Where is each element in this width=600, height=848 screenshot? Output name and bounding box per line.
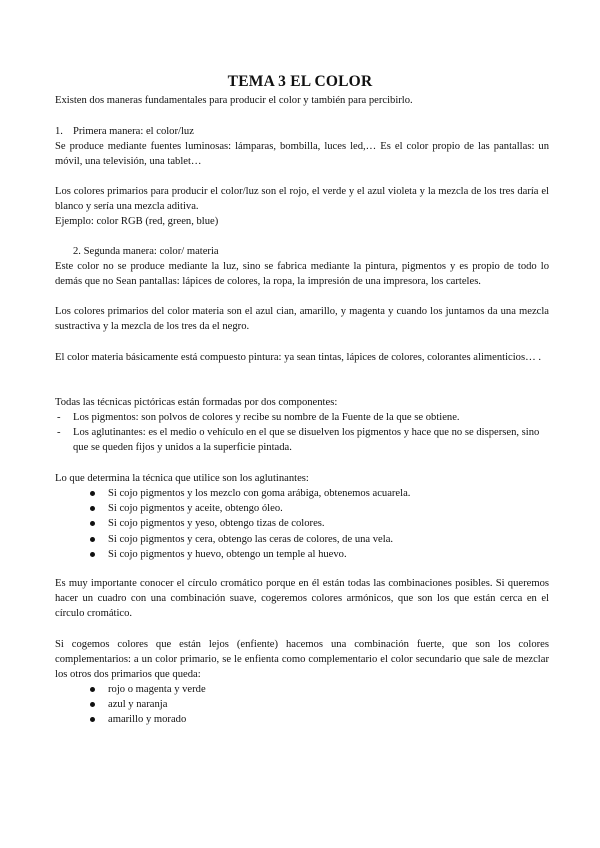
section2-paragraph-1: Este color no se produce mediante la luz, sino se fabrica mediante la pintura, pigmentos y es propio de todo lo demás que no Sean pantallas: lápices de colores, la ropa, la impresión de una impresora, los carteles. xyxy=(55,261,549,288)
bullet-icon xyxy=(90,506,95,511)
dash-marker: - xyxy=(57,427,61,438)
section1-heading: Primera manera: el color/luz xyxy=(73,126,194,137)
complementary-list xyxy=(88,682,528,728)
section1-paragraph-1: Se produce mediante fuentes luminosas: lámparas, bombilla, luces led,… Es el color propio de las pantallas: un móvil, una televisión, una tablet… xyxy=(55,141,549,168)
list-item xyxy=(88,697,528,712)
component-item-text: Los pigmentos: son polvos de colores y recibe su nombre de la Fuente de la que se obtiene. xyxy=(73,412,460,423)
dash-marker: - xyxy=(57,412,61,423)
technique-intro: Lo que determina la técnica que utilice son los aglutinantes: xyxy=(55,473,309,484)
list-item xyxy=(88,547,528,562)
technique-list xyxy=(88,486,528,562)
section2-paragraph-2: Los colores primarios del color materia son el azul cian, amarillo, y magenta y cuando los juntamos da una mezcla sustractiva y la mezcla de los tres da el negro. xyxy=(55,306,549,333)
section2-paragraph-3: El color materia básicamente está compuesto pintura: ya sean tintas, lápices de colores, colorantes alimenticios… . xyxy=(55,352,541,363)
list-item xyxy=(88,682,528,697)
list-item-text: rojo o magenta y verde xyxy=(108,684,206,695)
component-item-text: Los aglutinantes: es el medio o vehículo en el que se disuelven los pigmentos y hace que no se dispersen, sino que se queden fijos y unidos a la superficie pintada. xyxy=(73,427,540,454)
bullet-icon xyxy=(90,702,95,707)
bullet-icon xyxy=(90,521,95,526)
list-item-text: Si cojo pigmentos y cera, obtengo las ceras de colores, de una vela. xyxy=(108,533,394,545)
bullet-icon xyxy=(90,687,95,692)
list-item-text: Si cojo pigmentos y los mezclo con goma arábiga, obtenemos acuarela. xyxy=(108,488,411,499)
list-item xyxy=(88,486,528,501)
bullet-icon xyxy=(90,552,95,557)
section1-paragraph-2: Los colores primarios para producir el color/luz son el rojo, el verde y el azul violeta y la mezcla de los tres daría el blanco y sería una mezcla aditiva. xyxy=(55,186,549,213)
intro-paragraph: Existen dos maneras fundamentales para producir el color y también para percibirlo. xyxy=(55,95,413,106)
list-item xyxy=(88,501,528,516)
section1-paragraph-3: Ejemplo: color RGB (red, green, blue) xyxy=(55,216,219,227)
list-item xyxy=(88,532,528,547)
list-item-text: Si cojo pigmentos y huevo, obtengo un temple al huevo. xyxy=(108,548,347,560)
list-item xyxy=(88,516,528,531)
color-circle-paragraph: Es muy importante conocer el círculo cromático porque en él están todas las combinaciones posibles. Si queremos hacer un cuadro con una combinación suave, cogeremos colores armónicos, que son los que están cerca en el círculo cromático. xyxy=(55,578,549,620)
bullet-icon xyxy=(90,717,95,722)
section1-number: 1. xyxy=(55,126,63,137)
page-title: TEMA 3 EL COLOR xyxy=(227,73,373,90)
list-item-text: Si cojo pigmentos y aceite, obtengo óleo. xyxy=(108,503,283,515)
bullet-icon xyxy=(90,537,95,542)
list-item xyxy=(88,712,528,727)
list-item-text: Si cojo pigmentos y yeso, obtengo tizas de colores. xyxy=(108,518,325,530)
section2-heading: 2. Segunda manera: color/ materia xyxy=(73,246,219,257)
complementary-intro: Si cogemos colores que están lejos (enfiente) hacemos una combinación fuerte, que son los colores complementarios: a un color primario, se le enfienta como complementario el color secundario que sale de mezclar los otros dos primarios que queda: xyxy=(55,639,549,681)
bullet-icon xyxy=(90,491,95,496)
components-intro: Todas las técnicas pictóricas están formadas por dos componentes: xyxy=(55,397,338,408)
list-item-text: azul y naranja xyxy=(108,699,168,711)
list-item-text: amarillo y morado xyxy=(108,714,187,726)
